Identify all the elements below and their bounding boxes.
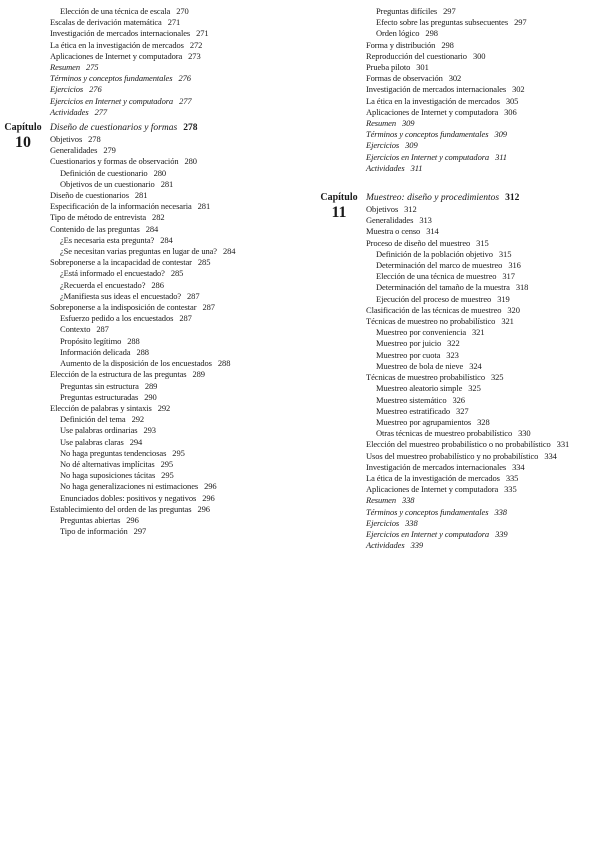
toc-entry-text: Objetivos	[366, 204, 399, 215]
toc-entry-text: Términos y conceptos fundamentales	[366, 129, 489, 140]
toc-entry-page: 289	[144, 380, 158, 391]
toc-entry-page: 272	[189, 39, 203, 50]
toc-entry-page: 294	[129, 436, 143, 447]
toc-entry	[376, 28, 598, 39]
toc-entry-text: Objetivos de un cuestionario	[60, 178, 155, 189]
toc-entry-text: Actividades	[366, 162, 405, 173]
toc-entry-page: 282	[152, 212, 165, 223]
chapter-number: 11	[331, 204, 347, 222]
chapter-title-text: Muestreo: diseño y procedimientos	[366, 193, 500, 204]
toc-entry-page: 287	[202, 302, 215, 313]
toc-entry-text: No dé alternativas implícitas	[60, 458, 155, 469]
toc-entry-page: 290	[144, 391, 157, 402]
toc-entry	[366, 316, 598, 327]
toc-entry	[366, 62, 598, 73]
toc-entry-text: Términos y conceptos fundamentales	[50, 73, 173, 84]
toc-entry	[366, 152, 598, 163]
toc-entry-text: Preguntas estructuradas	[60, 391, 139, 402]
chapter-11-heading	[314, 192, 364, 222]
toc-entry-page: 275	[85, 62, 99, 73]
toc-entry-text: Prueba piloto	[366, 62, 411, 73]
toc-entry-text: Diseño de cuestionarios	[50, 190, 129, 201]
toc-entry-text: Preguntas sin estructura	[60, 380, 139, 391]
toc-entry-page: 306	[504, 106, 517, 117]
toc-entry-page: 300	[472, 50, 486, 61]
toc-entry-page: 315	[476, 237, 489, 248]
toc-entry-page: 324	[469, 360, 482, 371]
toc-entry-page: 287	[179, 313, 192, 324]
toc-entry-page: 327	[456, 405, 469, 416]
toc-entry-page: 296	[202, 492, 215, 503]
toc-entry	[50, 96, 290, 107]
toc-entry-page: 313	[419, 215, 432, 226]
toc-entry-page: 323	[446, 349, 459, 360]
toc-entry-page: 280	[184, 156, 197, 167]
toc-entry	[376, 294, 598, 305]
chapter-label: Capítulo	[320, 192, 358, 204]
toc-entry-page: 276	[178, 73, 191, 84]
toc-entry-page: 277	[94, 106, 108, 117]
toc-entry-text: Elección de una técnica de escala	[60, 6, 171, 16]
toc-entry-text: Muestreo por conveniencia	[376, 327, 467, 338]
toc-entry	[366, 40, 598, 51]
toc-entry-text: Actividades	[366, 540, 405, 551]
toc-entry-page: 281	[160, 178, 174, 189]
toc-entry-text: Usos del muestreo probabilístico y no probabilístico	[366, 450, 539, 461]
toc-entry-page: 295	[172, 447, 185, 458]
toc-entry-text: No haga preguntas tendenciosas	[60, 447, 167, 458]
toc-entry-text: Ejercicios	[366, 517, 400, 528]
toc-entry-text: Definición del tema	[60, 414, 126, 425]
toc-entry	[366, 529, 598, 540]
toc-entry	[60, 392, 290, 403]
toc-entry-page: 322	[447, 338, 460, 349]
toc-entry	[366, 305, 598, 316]
toc-entry-page: 314	[426, 226, 439, 237]
toc-entry	[366, 107, 598, 118]
toc-entry	[50, 257, 290, 268]
toc-entry-page: 270	[176, 6, 189, 16]
toc-entry	[60, 6, 290, 17]
toc-entry-page: 302	[448, 73, 462, 84]
toc-entry-text: ¿Recuerda el encuestado?	[60, 279, 146, 290]
toc-entry-page: 273	[188, 50, 201, 61]
toc-entry	[60, 280, 290, 291]
toc-entry-page: 292	[157, 402, 171, 413]
toc-entry-page: 334	[512, 461, 525, 472]
toc-entry-page: 330	[518, 428, 531, 439]
toc-entry-text: Tipo de método de entrevista	[50, 212, 147, 223]
toc-entry-text: La ética en la investigación de mercados	[50, 39, 184, 50]
toc-entry-text: Preguntas abiertas	[60, 514, 121, 525]
toc-entry-page: 276	[89, 84, 102, 95]
toc-entry	[366, 96, 598, 107]
toc-entry	[376, 6, 598, 17]
toc-entry	[50, 40, 290, 51]
toc-entry-text: Resumen	[366, 495, 396, 506]
toc-entry	[50, 224, 290, 235]
toc-entry-text: Use palabras ordinarias	[60, 425, 138, 436]
toc-entry-text: No haga generalizaciones ni estimaciones	[60, 481, 199, 492]
toc-entry-page: 317	[502, 271, 515, 282]
toc-entry-text: Muestra o censo	[366, 226, 421, 237]
toc-entry-text: Resumen	[50, 62, 80, 73]
toc-entry-page: 315	[498, 248, 512, 259]
toc-entry	[50, 201, 290, 212]
toc-entry	[50, 369, 290, 380]
toc-entry	[366, 518, 598, 529]
toc-entry	[376, 417, 598, 428]
toc-entry	[376, 395, 598, 406]
toc-entry	[376, 350, 598, 361]
toc-entry	[60, 291, 290, 302]
toc-entry	[376, 327, 598, 338]
toc-entry-text: Propósito legítimo	[60, 335, 122, 346]
toc-entry-text: Orden lógico	[376, 28, 420, 39]
toc-entry	[376, 428, 598, 439]
toc-entry-page: 325	[468, 383, 481, 394]
toc-entry	[60, 268, 290, 279]
toc-entry-page: 293	[143, 425, 156, 436]
toc-entry-page: 296	[126, 514, 139, 525]
toc-entry	[50, 28, 290, 39]
toc-entry-page: 339	[410, 540, 424, 551]
toc-entry-page: 284	[222, 246, 236, 257]
toc-entry-page: 316	[508, 260, 521, 271]
toc-entry-page: 280	[153, 167, 167, 178]
toc-entry-page: 319	[497, 293, 510, 304]
toc-entry-text: Muestreo estratificado	[376, 405, 451, 416]
toc-entry	[50, 190, 290, 201]
toc-entry-page: 331	[556, 439, 570, 450]
toc-entry-text: Enunciados dobles: positivos y negativos	[60, 492, 197, 503]
toc-entry	[50, 17, 290, 28]
toc-entry	[60, 336, 290, 347]
toc-entry-page: 284	[160, 234, 173, 245]
toc-entry	[60, 313, 290, 324]
toc-entry	[60, 235, 290, 246]
toc-entry-page: 312	[404, 204, 417, 215]
toc-entry-page: 281	[197, 201, 211, 212]
toc-entry	[50, 73, 290, 84]
toc-entry	[366, 462, 598, 473]
toc-entry-text: Elección de palabras y sintaxis	[50, 402, 152, 413]
toc-entry-page: 298	[441, 39, 454, 50]
toc-entry	[50, 62, 290, 73]
toc-entry-text: Definición de la población objetivo	[376, 248, 493, 259]
toc-entry	[50, 134, 290, 145]
toc-entry-text: Términos y conceptos fundamentales	[366, 506, 489, 517]
toc-entry-text: Preguntas difíciles	[376, 6, 438, 16]
toc-entry	[50, 145, 290, 156]
toc-entry-text: Elección de una técnica de muestreo	[376, 271, 497, 282]
toc-entry-text: Cuestionarios y formas de observación	[50, 156, 179, 167]
toc-entry-page: 305	[505, 95, 519, 106]
toc-entry-page: 297	[514, 17, 527, 28]
toc-entry-page: 309	[405, 140, 418, 151]
toc-entry-text: Escalas de derivación matemática	[50, 17, 162, 28]
toc-entry	[60, 358, 290, 369]
toc-entry-page: 334	[544, 450, 557, 461]
toc-entry	[60, 347, 290, 358]
toc-entry-page: 296	[197, 503, 210, 514]
toc-entry-page: 297	[133, 526, 147, 537]
toc-entry-text: Técnicas de muestreo probabilístico	[366, 372, 485, 383]
toc-entry-page: 295	[160, 458, 174, 469]
toc-entry-text: Determinación del marco de muestreo	[376, 260, 503, 271]
toc-entry-page: 285	[197, 257, 211, 268]
toc-entry	[60, 515, 290, 526]
toc-entry	[366, 226, 598, 237]
toc-entry	[366, 204, 598, 215]
chapter-page: 312	[505, 193, 520, 204]
toc-entry-page: 325	[491, 372, 504, 383]
toc-entry	[366, 215, 598, 226]
toc-entry	[366, 540, 598, 551]
toc-entry	[366, 372, 598, 383]
toc-entry-page: 321	[472, 327, 485, 338]
toc-entry-text: Generalidades	[366, 215, 414, 226]
toc-entry-text: Ejercicios en Internet y computadora	[366, 528, 490, 539]
toc-entry-text: Generalidades	[50, 145, 98, 156]
toc-entry	[376, 271, 598, 282]
toc-entry	[50, 51, 290, 62]
toc-entry	[50, 156, 290, 167]
toc-entry-page: 302	[512, 84, 525, 95]
toc-entry-page: 301	[416, 62, 429, 73]
toc-entry-text: Muestreo sistemático	[376, 394, 447, 405]
toc-entry-page: 288	[136, 346, 149, 357]
toc-entry-text: Tipo de información	[60, 526, 128, 537]
toc-entry	[60, 448, 290, 459]
toc-entry-text: Investigación de mercados internacionales	[366, 84, 507, 95]
toc-entry-page: 321	[501, 316, 514, 327]
toc-entry-text: Use palabras claras	[60, 436, 124, 447]
toc-entry	[376, 406, 598, 417]
toc-entry-text: Ejercicios	[366, 140, 400, 151]
toc-entry-text: Definición de cuestionario	[60, 167, 148, 178]
toc-entry-text: Determinación del tamaño de la muestra	[376, 282, 510, 293]
toc-entry-text: Ejercicios	[50, 84, 84, 95]
toc-entry-text: Sobreponerse a la incapacidad de contestar	[50, 257, 192, 268]
toc-entry-text: Reproducción del cuestionario	[366, 50, 467, 61]
toc-entry	[50, 504, 290, 515]
toc-entry-text: Forma y distribución	[366, 39, 436, 50]
chapter-10-heading	[0, 122, 48, 152]
toc-entry	[366, 140, 598, 151]
toc-entry-text: Muestreo por agrupamientos	[376, 416, 472, 427]
toc-entry-page: 338	[405, 517, 418, 528]
toc-entry-page: 287	[187, 290, 200, 301]
toc-entry	[366, 484, 598, 495]
chapter-title	[50, 122, 290, 134]
toc-entry-page: 277	[179, 95, 192, 106]
toc-entry-text: ¿Manifiesta sus ideas el encuestado?	[60, 290, 182, 301]
toc-entry-page: 287	[96, 324, 109, 335]
chapter-title-text: Diseño de cuestionarios y formas	[50, 123, 178, 134]
toc-entry-text: Aumento de la disposición de los encuestados	[60, 358, 212, 369]
toc-entry-page: 292	[131, 414, 145, 425]
toc-entry	[366, 238, 598, 249]
toc-entry	[50, 403, 290, 414]
toc-entry	[60, 459, 290, 470]
toc-entry	[60, 324, 290, 335]
toc-entry	[376, 383, 598, 394]
toc-entry	[366, 84, 598, 95]
toc-entry-text: Muestreo por juicio	[376, 338, 442, 349]
toc-entry	[50, 107, 290, 118]
toc-entry-text: Muestreo por cuota	[376, 349, 441, 360]
chapter-page: 278	[183, 123, 198, 134]
toc-entry	[376, 17, 598, 28]
toc-entry-page: 311	[495, 151, 507, 162]
toc-entry-text: Aplicaciones de Internet y computadora	[50, 50, 183, 61]
toc-entry	[366, 495, 598, 506]
toc-entry-page: 320	[507, 304, 520, 315]
chapter-label: Capítulo	[4, 122, 42, 134]
chapter-10-entries	[50, 134, 290, 537]
toc-entry	[60, 246, 290, 257]
toc-entry-text: Ejercicios en Internet y computadora	[50, 95, 174, 106]
toc-entry-text: Especificación de la información necesaria	[50, 201, 192, 212]
toc-entry-text: Sobreponerse a la indisposición de contestar	[50, 302, 197, 313]
toc-entry-text: ¿Está informado el encuestado?	[60, 268, 165, 279]
toc-entry	[366, 118, 598, 129]
toc-entry-page: 288	[217, 358, 231, 369]
toc-left-column	[4, 6, 290, 537]
toc-entry	[366, 439, 598, 450]
toc-entry-text: Otras técnicas de muestreo probabilístico	[376, 428, 513, 439]
toc-entry-text: ¿Se necesitan varias preguntas en lugar de una?	[60, 246, 217, 257]
toc-entry-text: Resumen	[366, 118, 396, 129]
toc-entry	[376, 338, 598, 349]
chapter-number: 10	[15, 134, 31, 152]
toc-entry-page: 271	[196, 28, 209, 39]
toc-entry	[366, 51, 598, 62]
toc-entry	[366, 507, 598, 518]
toc-entry-text: Formas de observación	[366, 73, 443, 84]
toc-entry-text: La ética de la investigación de mercados	[366, 472, 500, 483]
toc-entry-page: 309	[494, 129, 507, 140]
toc-entry-text: Elección de la estructura de las preguntas	[50, 369, 187, 380]
toc-entry	[366, 73, 598, 84]
toc-entry	[60, 526, 290, 537]
toc-entry	[60, 481, 290, 492]
toc-entry-page: 281	[134, 190, 148, 201]
toc-entry-page: 311	[410, 162, 423, 173]
toc-entry	[366, 129, 598, 140]
toc-entry-text: Investigación de mercados internacionales	[366, 461, 507, 472]
toc-entry-page: 284	[145, 223, 159, 234]
toc-entry	[376, 361, 598, 372]
toc-entry-text: Contexto	[60, 324, 91, 335]
toc-entry-text: Elección del muestreo probabilístico o no probabilístico	[366, 439, 551, 450]
toc-entry-text: Establecimiento del orden de las preguntas	[50, 503, 192, 514]
chapter-11	[320, 192, 598, 551]
toc-entry-text: Información delicada	[60, 346, 131, 357]
toc-entry-text: Muestreo aleatorio simple	[376, 383, 463, 394]
toc-entry	[60, 493, 290, 504]
toc-entry-text: La ética en la investigación de mercados	[366, 95, 500, 106]
toc-entry-text: Clasificación de las técnicas de muestreo	[366, 304, 502, 315]
toc-entry-text: Esfuerzo pedido a los encuestados	[60, 313, 174, 324]
toc-entry-page: 326	[452, 394, 465, 405]
chapter-11-entries	[366, 204, 598, 551]
toc-entry-page: 309	[401, 118, 415, 129]
toc-entry-page: 338	[494, 506, 507, 517]
toc-entry	[60, 470, 290, 481]
toc-entry	[60, 437, 290, 448]
toc-entry-page: 298	[425, 28, 438, 39]
toc-entry-text: Investigación de mercados internacionales	[50, 28, 191, 39]
toc-entry	[366, 473, 598, 484]
toc-entry-text: Aplicaciones de Internet y computadora	[366, 106, 499, 117]
toc-entry-text: Efecto sobre las preguntas subsecuentes	[376, 17, 509, 28]
toc-entry	[50, 302, 290, 313]
toc-entry-text: Objetivos	[50, 134, 83, 145]
toc-entry-page: 335	[505, 472, 519, 483]
toc-entry	[60, 381, 290, 392]
chapter-10	[4, 122, 290, 537]
toc-entry-text: Proceso de diseño del muestreo	[366, 237, 471, 248]
toc-entry-text: Actividades	[50, 106, 89, 117]
toc-entry-page: 286	[151, 279, 164, 290]
toc-entry-page: 338	[401, 495, 415, 506]
toc-entry-page: 289	[192, 369, 205, 380]
toc-entry-page: 271	[167, 17, 181, 28]
toc-entry-page: 296	[204, 481, 217, 492]
toc-entry-page: 279	[103, 145, 116, 156]
toc-entry	[366, 163, 598, 174]
toc-entry-text: Ejecución del proceso de muestreo	[376, 293, 492, 304]
toc-entry-text: Aplicaciones de Internet y computadora	[366, 484, 499, 495]
toc-entry-text: Ejercicios en Internet y computadora	[366, 151, 490, 162]
toc-entry	[60, 425, 290, 436]
toc-entry-text: Técnicas de muestreo no probabilístico	[366, 316, 496, 327]
toc-entry-text: Muestreo de bola de nieve	[376, 360, 464, 371]
toc-entry	[60, 179, 290, 190]
toc-right-column	[320, 6, 598, 551]
toc-entry-text: No haga suposiciones tácitas	[60, 470, 156, 481]
toc-entry-page: 318	[515, 282, 529, 293]
toc-entry	[376, 249, 598, 260]
toc-entry-page: 278	[88, 134, 101, 145]
toc-entry-text: ¿Es necesaria esta pregunta?	[60, 234, 155, 245]
toc-entry	[60, 168, 290, 179]
right-top-entries	[366, 6, 598, 174]
toc-entry-page: 288	[127, 335, 140, 346]
toc-entry-page: 295	[161, 470, 174, 481]
toc-entry	[50, 212, 290, 223]
toc-entry-text: Contenido de las preguntas	[50, 223, 140, 234]
toc-entry-page: 335	[504, 484, 517, 495]
toc-entry-page: 285	[170, 268, 184, 279]
toc-entry	[50, 84, 290, 95]
toc-entry-page: 328	[477, 416, 490, 427]
chapter-title	[366, 192, 598, 204]
toc-entry-page: 297	[443, 6, 456, 16]
toc-entry	[376, 260, 598, 271]
toc-entry	[60, 414, 290, 425]
toc-entry-page: 339	[495, 528, 508, 539]
toc-entry	[376, 282, 598, 293]
toc-entry	[366, 451, 598, 462]
left-top-entries	[50, 6, 290, 118]
